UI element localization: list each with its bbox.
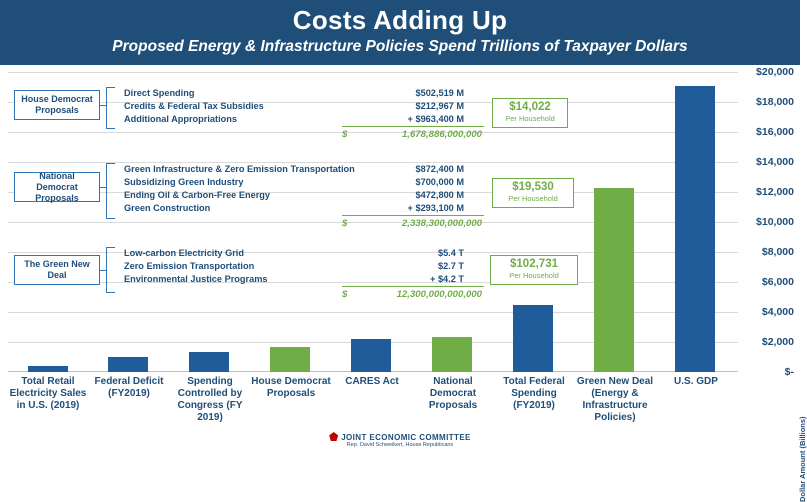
x-tick-label-total-retail-electricity-sales: Total Retail Electricity Sales in U.S. (2019) <box>9 376 87 411</box>
itemized-list-national <box>124 163 484 230</box>
chart-subtitle: Proposed Energy & Infrastructure Policies Spend Trillions of Taxpayer Dollars <box>112 38 688 55</box>
annotation-brace-stem-national <box>100 187 107 188</box>
x-tick-label-spending-controlled-by-congress: Spending Controlled by Congress (FY 2019) <box>177 376 243 423</box>
item-value: $872,400 M <box>415 164 464 174</box>
annotation-brace-stem-house <box>100 105 107 106</box>
y-tick-label: $10,000 <box>756 216 794 228</box>
chart-title: Costs Adding Up <box>292 5 508 35</box>
total-row-gnd <box>342 286 484 301</box>
annotation-box-national-democrat-proposals: National Democrat Proposals <box>14 172 100 202</box>
total-row-house <box>342 126 484 141</box>
bar-house-democrat-proposals[interactable] <box>270 347 310 372</box>
y-tick-label: $14,000 <box>756 156 794 168</box>
per-household-label: Per Household <box>505 114 555 123</box>
list-item <box>124 189 484 202</box>
per-household-amount: $19,530 <box>512 181 554 193</box>
annotation-box-green-new-deal: The Green New Deal <box>14 255 100 285</box>
list-item <box>124 273 484 286</box>
total-value: 2,338,300,000,000 <box>401 218 482 229</box>
list-item <box>124 87 484 100</box>
list-item <box>124 113 484 126</box>
bar-federal-deficit[interactable] <box>108 357 148 372</box>
total-value: 1,678,886,000,000 <box>401 129 482 140</box>
item-label: Low-carbon Electricity Grid <box>124 248 244 258</box>
item-value: $700,000 M <box>415 177 464 187</box>
bar-green-new-deal[interactable] <box>594 188 634 373</box>
annotation-box-house-democrat-proposals: House Democrat Proposals <box>14 90 100 120</box>
list-item <box>124 163 484 176</box>
list-item <box>124 176 484 189</box>
list-item <box>124 247 484 260</box>
item-label: Environmental Justice Programs <box>124 274 268 284</box>
annotation-brace-national <box>106 163 115 219</box>
chart-header <box>0 0 800 68</box>
bar-cares-act[interactable] <box>351 339 391 372</box>
per-household-callout-house <box>492 98 568 128</box>
annotation-brace-gnd <box>106 247 115 293</box>
list-item <box>124 202 484 215</box>
annotation-brace-stem-gnd <box>100 270 107 271</box>
x-tick-label-green-new-deal: Green New Deal (Energy & Infrastructure Policies) <box>576 376 654 423</box>
per-household-amount: $14,022 <box>509 101 551 113</box>
per-household-callout-national <box>492 178 574 208</box>
bar-spending-controlled-by-congress[interactable] <box>189 352 229 372</box>
itemized-list-gnd <box>124 247 484 301</box>
y-tick-label: $18,000 <box>756 96 794 108</box>
y-tick-label: $12,000 <box>756 186 794 198</box>
x-tick-label-us-gdp: U.S. GDP <box>674 376 718 387</box>
item-label: Ending Oil & Carbon-Free Energy <box>124 190 270 200</box>
bar-total-federal-spending[interactable] <box>513 305 553 372</box>
item-label: Zero Emission Transportation <box>124 261 255 271</box>
item-value: $5.4 T <box>437 248 464 258</box>
y-axis-title: Dollar Amount (Billions) <box>798 416 807 502</box>
total-symbol: $ <box>342 129 348 140</box>
header-divider <box>0 65 800 68</box>
item-value: + $963,400 M <box>407 114 464 124</box>
x-tick-label-national-democrat-proposals: National Democrat Proposals <box>428 376 478 411</box>
total-row-national <box>342 215 484 230</box>
y-tick-label: $8,000 <box>761 246 794 258</box>
x-tick-label-federal-deficit: Federal Deficit (FY2019) <box>94 376 164 399</box>
jec-seal-icon <box>329 432 338 441</box>
item-label: Direct Spending <box>124 88 195 98</box>
item-value: $2.7 T <box>437 261 464 271</box>
footer-org-name <box>290 432 510 442</box>
y-tick-label: $6,000 <box>761 276 794 288</box>
list-item <box>124 260 484 273</box>
item-value: + $293,100 M <box>407 203 464 213</box>
bar-national-democrat-proposals[interactable] <box>432 337 472 372</box>
bar-total-retail-electricity-sales[interactable] <box>28 366 68 372</box>
y-tick-label: $16,000 <box>756 126 794 138</box>
footer-org-text: JOINT ECONOMIC COMMITTEE <box>341 433 471 442</box>
total-symbol: $ <box>342 289 348 300</box>
y-axis-labels <box>740 66 807 502</box>
annotation-brace-house <box>106 87 115 129</box>
total-value: 12,300,000,000,000 <box>396 289 482 300</box>
y-tick-label: $4,000 <box>761 306 794 318</box>
footer-logo <box>290 432 510 448</box>
per-household-label: Per Household <box>509 271 559 280</box>
item-label: Subsidizing Green Industry <box>124 177 244 187</box>
per-household-amount: $102,731 <box>510 258 558 270</box>
item-label: Green Infrastructure & Zero Emission Transportation <box>124 164 355 174</box>
x-tick-label-cares-act: CARES Act <box>345 376 399 387</box>
list-item <box>124 100 484 113</box>
per-household-label: Per Household <box>508 194 558 203</box>
item-label: Credits & Federal Tax Subsidies <box>124 101 264 111</box>
gridline <box>8 72 738 73</box>
item-label: Additional Appropriations <box>124 114 237 124</box>
itemized-list-house <box>124 87 484 141</box>
per-household-callout-gnd <box>490 255 578 285</box>
item-value: $502,519 M <box>415 88 464 98</box>
item-label: Green Construction <box>124 203 211 213</box>
x-tick-label-total-federal-spending: Total Federal Spending (FY2019) <box>503 376 565 411</box>
x-tick-label-house-democrat-proposals: House Democrat Proposals <box>251 376 331 399</box>
item-value: $472,800 M <box>415 190 464 200</box>
y-tick-label: $2,000 <box>761 336 794 348</box>
item-value: $212,967 M <box>415 101 464 111</box>
item-value: + $4.2 T <box>430 274 464 284</box>
y-tick-label: $- <box>784 366 794 378</box>
bar-us-gdp[interactable] <box>675 86 715 373</box>
y-tick-label: $20,000 <box>756 66 794 78</box>
footer-org-subtitle: Rep. David Schweikert, House Republicans <box>346 442 454 448</box>
total-symbol: $ <box>342 218 348 229</box>
